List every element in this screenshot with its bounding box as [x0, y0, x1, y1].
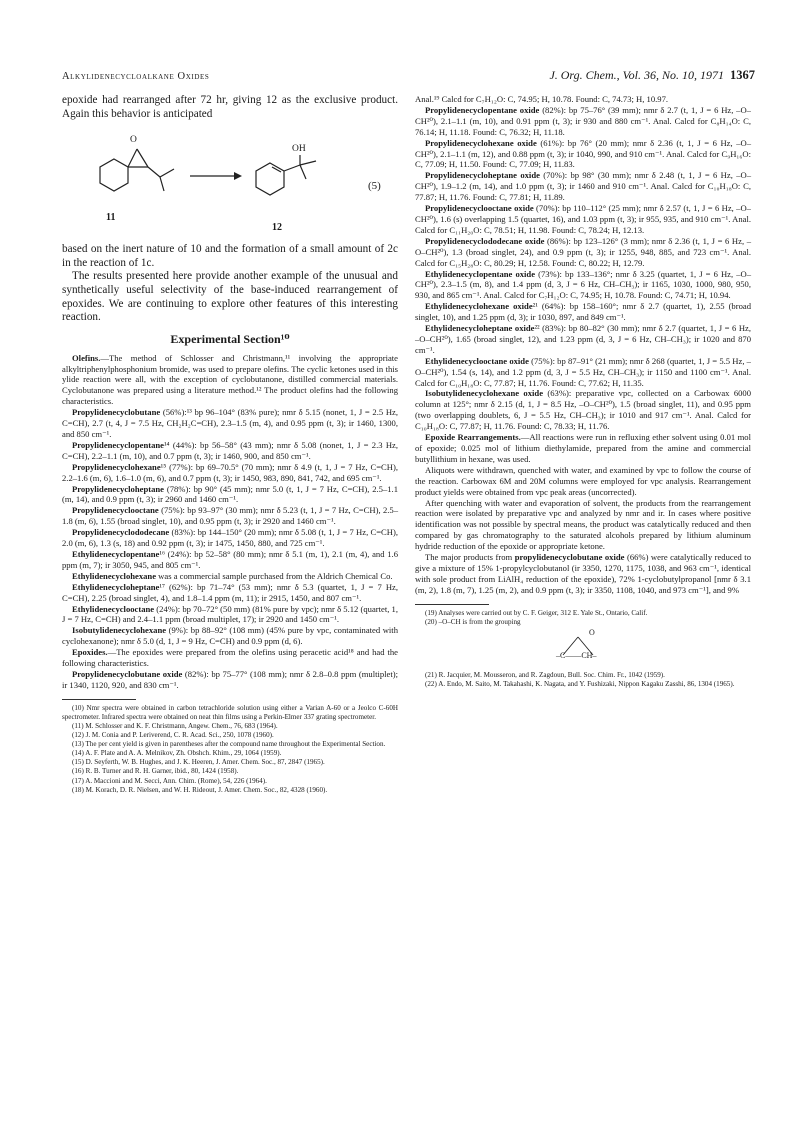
footnote: (12) J. M. Conia and P. Leriverend, C. R. Acad. Sci., 250, 1078 (1960).: [72, 731, 274, 740]
body-paragraph: Aliquots were withdrawn, quenched with water, and examined by vpc to follow the course of the reaction. Carbowax 6M and 20M columns were employed for vpc analysis. Rearrangement product yields were obtained from vpc peak areas (uncorrected).: [415, 464, 751, 497]
major-products-text: (66%) were catalytically reduced to give a mixture of 15% 1-propylcyclobutanol (ir 3350, 1270, 1175, 1038, and 963 cm⁻¹, identical with sole product from LiAlH₄ reduction of the epoxide), 72% 1-cyclobutylpropanol [nmr δ 3.1 (m, 2), 1.8 (m, 7), 1.25 (m, 2), and 0.9 ppm (t, 3); ir 3350, 1108, 1040, and 973 cm⁻¹], and 9%: [415, 552, 751, 595]
footnote: (22) A. Endo, M. Saito, M. Takahashi, K. Nagata, and Y. Fushizaki, Nippon Kagaku Zasshi, 86, 1304 (1965).: [425, 679, 735, 688]
compound-data: ²² (83%): bp 80–82° (30 mm); nmr δ 2.7 (quartet, 1, J = 6 Hz, –O–CH²⁰), 1.65 (broad singlet, 12), and 1.23 ppm (d, 3, J = 6 Hz, CH–CH₃); ir 1020 and 870 cm⁻¹.: [415, 323, 751, 355]
after-scheme-text: based on the inert nature of 10 and the formation of a small amount of 2c in the reaction of 1c.: [62, 243, 398, 269]
compound-data: (63%): preparative vpc, collected on a Carbowax 6000 column at 125°; nmr δ 2.15 (d, 1, J = 8.5 Hz, –O–CH²⁰), 1.5 (broad singlet, 11), and 0.95 ppm (two overlapping doublets, 6, J = 5.5 Hz, CH–CH₃); ir 1010 and 917 cm⁻¹. Anal. Calcd for C₁₀H₁₈O: C, 77.87; H, 11.76. Found: C, 78.33; H, 11.76.: [415, 388, 752, 432]
olefin-entry: [62, 484, 398, 506]
olefins-heading: Olefins.: [72, 352, 101, 363]
compound-name: Propylidenecyclooctane oxide: [425, 203, 534, 214]
epoxides-text: —The epoxides were prepared from the olefins using peracetic acid¹⁸ and had the following characteristics.: [62, 647, 398, 669]
compound-data: ¹⁵ (77%): bp 69–70.5° (70 mm); nmr δ 4.9 (t, 1, J = 7 Hz, C=CH), 2.2–1.6 (m, 6), 1.6–1.0 (m, 6), and 0.7 ppm (t, 3); ir 1450, 983, 890, 841, 742, and 695 cm⁻¹.: [62, 461, 398, 483]
grouping-formula: –C——CH–: [556, 650, 597, 660]
compound-name: Ethylidenecyclopentane: [72, 548, 160, 559]
compound-data: (24%): bp 70–72° (50 mm) (81% pure by vpc); nmr δ 5.12 (quartet, 1, J = 7 Hz, C=CH) and 2.4–1.1 ppm (broad multiplet, 17); ir 2920 and 1450 cm⁻¹.: [62, 603, 398, 625]
major-products-paragraph: [415, 552, 751, 596]
compound-name: Propylidenecyclohexane: [72, 461, 161, 472]
compound-data: (78%): bp 90° (45 mm); nmr 5.0 (t, 1, J = 7 Hz, C=CH), 2.5–1.1 (m, 14), and 0.9 ppm (t, 3); ir 2960 and 1460 cm⁻¹.: [62, 483, 398, 505]
compound-data: (70%): bp 98° (30 mm); nmr δ 2.48 (t, 1, J = 6 Hz, –O–CH²⁰), 1.9–1.2 (m, 14), and 1.0 ppm (t, 3); ir 1460 and 910 cm⁻¹. Anal. Calcd for C₁₀H₁₈O: C, 77.87; H, 11.76. Found: C, 77.81; H, 11.89.: [415, 170, 751, 203]
analysis-line: Anal.¹⁹ Calcd for C₇H₁₂O: C, 74.95; H, 10.78. Found: C, 74.73; H, 10.97.: [415, 94, 669, 104]
compound-12-label: 12: [272, 222, 282, 234]
compound-data: ²¹ (64%): bp 158–160°; nmr δ 2.7 (quartet, 1), 2.55 (broad singlet, 10), and 1.25 ppm (d, 3); ir 1030, 897, and 849 cm⁻¹.: [415, 301, 751, 323]
hydroxyl-label: OH: [292, 144, 306, 155]
olefin-entry: [62, 571, 398, 582]
olefin-entry: [62, 527, 398, 549]
intro-text: epoxide had rearranged after 72 hr, giving 12 as the exclusive product. Again this behavior is anticipated: [62, 94, 398, 120]
journal-citation: [549, 68, 755, 83]
compound-data: (83%): bp 144–150° (20 mm); nmr δ 5.08 (t, 1, J = 7 Hz, C=CH), 2.0 (m, 6), 1.3 (s, 18) and 0.92 ppm (t, 3); ir 1475, 1450, 880, and 725 cm⁻¹.: [62, 527, 398, 549]
olefin-entry: [62, 625, 398, 647]
compound-name: Ethylidenecyclooctane: [72, 603, 155, 614]
left-column: [62, 94, 398, 795]
discussion-block: [62, 243, 398, 325]
compound-name: Propylidenecyclododecane oxide: [425, 235, 545, 246]
compound-data: (56%):¹³ bp 96–104° (83% pure); nmr δ 5.15 (nonet, 1, J = 2.5 Hz, C=CH), 2.7 (t, 4, J = 7.5 Hz, CH₂H₂C=CH), 2.3–1.5 (m, 4), and 0.95 ppm (t, 3); ir 1460, 1300, and 850 cm⁻¹.: [62, 407, 398, 439]
footnote-rule: [62, 699, 136, 700]
intro-block: [62, 94, 398, 121]
compound-name: Propylidenecyclohexane oxide: [425, 137, 537, 148]
footnote: (18) M. Korach, D. R. Nielsen, and W. H. Rideout, J. Amer. Chem. Soc., 82, 4328 (1960).: [72, 785, 328, 794]
compound-name: Propylidenecyclopentane: [72, 439, 164, 450]
results-text: The results presented here provide another example of the unusual and synthetically useful selectivity of the base-induced rearrangement of epoxides. We are continuing to explore other features of this interesting reaction.: [62, 270, 398, 324]
compound-name: Ethylidenecycloheptane: [72, 581, 160, 592]
major-products-lead: The major products from: [425, 552, 515, 563]
epoxide-entry: [415, 301, 751, 323]
compound-data: (70%): bp 110–112° (25 mm); nmr δ 2.57 (t, 1, J = 6 Hz, –O–CH²⁰), 1.6 (s) overlapping 1.5 (quartet, 16), and 1.03 ppm (t, 3); ir 955, 935, and 910 cm⁻¹. Anal. Calcd for C₁₁H₂₀O: C, 78.51; H, 11.98. Found: C, 78.24; H, 12.13.: [415, 203, 751, 235]
compound-name: Ethylidenecyclopentane oxide: [425, 268, 536, 279]
footnote: (21) R. Jacquier, M. Mousseron, and R. Zagdoun, Bull. Soc. Chim. Fr., 1042 (1959).: [425, 670, 665, 679]
epoxide-oxygen-label: O: [130, 135, 137, 146]
olefin-entry: [62, 462, 398, 484]
running-title: Alkylidenecycloalkane Oxides: [62, 71, 210, 82]
footnote: (13) The per cent yield is given in parentheses after the compound name throughout the Experimental Section.: [72, 740, 386, 749]
epoxide-grouping-figure: [415, 627, 751, 671]
journal-name: J. Org. Chem., Vol. 36, No. 10, 1971: [549, 68, 724, 82]
olefin-entry: [62, 505, 398, 527]
footnote: (11) M. Schlosser and K. F. Christmann, Angew. Chem., 76, 683 (1964).: [72, 721, 278, 730]
olefin-entry: [62, 582, 398, 604]
compound-name: Propylidenecycloheptane oxide: [425, 170, 540, 181]
olefin-entry: [62, 604, 398, 626]
epoxide-entry: [415, 388, 751, 432]
compound-name: Isobutylidenecyclohexane: [72, 625, 167, 636]
olefin-entry: [62, 407, 398, 440]
footnote: (10) Nmr spectra were obtained in carbon tetrachloride solution using either a Varian A-60 or a Jeolco C-60H spectrometer. Infrared spectra were obtained on neat thin films using a Perkin-Elmer 337 grating spectrometer.: [62, 703, 398, 721]
section-title: Experimental Section¹⁰: [170, 331, 290, 346]
epoxide-entry: [415, 138, 751, 171]
compound-name: Propylidenecyclopentane oxide: [425, 104, 540, 115]
compound-name: Ethylidenecyclohexane: [72, 570, 157, 581]
compound-data: ¹⁶ (24%): bp 52–58° (80 mm); nmr δ 5.1 (m, 1), 2.1 (m, 4), and 1.6 ppm (m, 7); ir 3050, 945, and 805 cm⁻¹.: [62, 548, 398, 570]
epoxide-entry: [415, 356, 751, 389]
compound-name: Propylidenecyclododecane: [72, 527, 170, 538]
footnote: (20) –O–CH is from the grouping: [425, 617, 521, 626]
olefins-paragraph: [62, 353, 398, 408]
epoxide-entry: [415, 203, 751, 236]
compound-data: (73%): bp 133–136°; nmr δ 3.25 (quartet, 1, J = 6 Hz, –O–CH²⁰), 2.3–1.5 (m, 8), and 1.4 ppm (d, 3, J = 6 Hz, CH–CH₃); ir 1165, 1030, 1000, 980, 950, 930, and 865 cm⁻¹. Anal. Calcd for C₇H₁₂O: C, 74.95; H, 10.78. Found: C, 74.71; H, 10.94.: [415, 268, 751, 301]
footnote: (16) R. B. Turner and R. H. Garner, ibid., 80, 1424 (1958).: [72, 767, 239, 776]
right-column: [415, 94, 751, 689]
footnote: (17) A. Maccioni and M. Secci, Ann. Chim. (Rome), 54, 226 (1964).: [72, 776, 267, 785]
body-paragraph: After quenching with water and evaporation of solvent, the products from the rearrangement reaction were isolated by preparative vpc and analyzed by nmr and ir. In cases where positive identification was not possible by spectral means, the product was catalytically reduced and then compared by gas chromatography to the saturated alcohols prepared by lithium aluminum hydride reduction of the epoxide or appropriate ketone.: [415, 497, 751, 552]
epoxide-entry: [415, 236, 751, 269]
compound-11-label: 11: [106, 212, 116, 224]
epoxide-entry: [415, 170, 751, 203]
epoxide-entry: [415, 269, 751, 302]
epoxides-heading: Epoxides.: [72, 647, 108, 658]
compound-data: (82%): bp 75–77° (108 mm); nmr δ 2.8–0.8 ppm (multiplet); ir 1340, 1120, 920, and 830 cm⁻¹.: [62, 668, 399, 690]
compound-data: ¹⁴ (44%): bp 56–58° (43 mm); nmr δ 5.08 (nonet, 1, J = 2.3 Hz, C=CH), 2.2–1.1 (m, 10), and 0.7 ppm (t, 3); ir 1460, 900, and 850 cm⁻¹.: [62, 439, 398, 461]
compound-name: propylidenecyclobutane oxide: [514, 552, 625, 563]
compound-name: Propylidenecyclooctane: [72, 505, 159, 516]
rearrangements-text: —All reactions were run in refluxing ether solvent using 0.01 mol of epoxide; 0.025 mol of lithium diethylamide, prepared from the amine and commercial butyllithium in hexane, was used.: [415, 432, 751, 464]
compound-name: Ethylidenecyclooctane oxide: [425, 355, 529, 366]
compound-name: Isobutylidenecyclohexane oxide: [425, 388, 544, 399]
compound-name: Ethylidenecyclohexane oxide: [425, 301, 533, 312]
rearrangements-paragraph: [415, 432, 751, 465]
compound-data: (82%): bp 75–76° (39 mm); nmr δ 2.7 (t, 1, J = 6 Hz, –O–CH²⁰), 2.1–1.1 (m, 10), and 0.91 ppm (t, 3); ir 930 and 880 cm⁻¹. Anal. Calcd for C₈H₁₄O: C, 76.14; H, 11.18. Found: C, 76.32; H, 11.18.: [415, 104, 751, 137]
compound-data: ¹⁷ (62%): bp 71–74° (53 mm); nmr δ 5.3 (quartet, 1, J = 7 Hz, C=CH), 2.25 (broad singlet, 4), and 1.8–1.4 ppm (m, 11); ir 2915, 1450, and 807 cm⁻¹.: [62, 581, 398, 603]
compound-data: (9%): bp 88–92° (108 mm) (45% pure by vpc, contaminated with cyclohexanone); nmr δ 5.0 (d, 1, J = 9 Hz, C=CH) and 0.9 ppm (d, 6).: [62, 625, 398, 647]
footnote: (14) A. F. Plate and A. A. Melnikov, Zh. Obshch. Khim., 29, 1064 (1959).: [72, 749, 282, 758]
olefin-entry: [62, 440, 398, 462]
footnotes-left: [62, 704, 398, 795]
epoxide-entry: [415, 323, 751, 356]
olefin-entry: [62, 549, 398, 571]
compound-data: (61%): bp 76° (20 mm); nmr δ 2.36 (t, 1, J = 6 Hz, –O–CH²⁰), 2.1–1.1 (m, 12), and 0.88 ppm (t, 3); ir 1040, 990, and 910 cm⁻¹. Anal. Calcd for C₉H₁₆O: C, 77.09; H, 11.50. Found: C, 77.09; H, 11.83.: [415, 137, 751, 170]
grouping-oxygen-label: O: [589, 627, 595, 637]
compound-data: (75%): bp 93–97° (30 mm); nmr δ 5.23 (t, 1, J = 7 Hz, C=CH), 2.5–1.8 (m, 6), 1.55 (broad singlet, 10), and 0.95 ppm (t, 3); ir 2920 and 1460 cm⁻¹.: [62, 505, 398, 527]
reaction-scheme: [62, 121, 398, 243]
epoxides-paragraph: [62, 647, 398, 669]
compound-data: (86%): bp 123–126° (3 mm); nmr δ 2.36 (t, 1, J = 6 Hz, –O–CH²⁰), 1.3 (broad singlet, 24), and 0.9 ppm (t, 3); ir 1255, 948, 885, and 723 cm⁻¹. Anal. Calcd for C₁₅H₂₈O: C, 80.29; H, 12.58. Found: C, 80.22; H, 12.79.: [415, 235, 751, 268]
epoxide-entry: [62, 669, 398, 691]
compound-data: (75%): bp 87–91° (21 mm); nmr δ 268 (quartet, 1, J = 5.5 Hz, –O–CH²⁰), 1.54 (s, 14), and 1.2 ppm (d, 3, J = 5.5 Hz, CH–CH₃); ir 1150 and 1100 cm⁻¹. Anal. Calcd for C₁₀H₁₈O: C, 77.87; H, 11.76. Found: C, 77.62; H, 11.35.: [415, 355, 751, 388]
equation-number: (5): [368, 180, 381, 193]
compound-name: Ethylidenecycloheptane oxide: [425, 323, 535, 334]
footnote: (15) D. Seyferth, W. B. Hughes, and J. K. Heeren, J. Amer. Chem. Soc., 87, 2847 (1965).: [72, 758, 325, 767]
reaction-scheme-drawing: [62, 121, 392, 243]
compound-name: Propylidenecycloheptane: [72, 483, 164, 494]
epoxide-grouping-drawing: [525, 627, 625, 667]
compound-data: was a commercial sample purchased from the Aldrich Chemical Co.: [156, 570, 393, 581]
compound-name: Propylidenecyclobutane oxide: [72, 668, 183, 679]
page-number: 1367: [730, 68, 755, 82]
rearrangements-heading: Epoxide Rearrangements.: [425, 432, 521, 443]
olefins-text: —The method of Schlosser and Christmann,¹¹ involving the appropriate alkyltriphenylphosphonium bromide, was used to prepare olefins. The cyclic ketones used in this ylide reaction were all, with the exception of cyclobutanone, distilled commercial materials. Cyclobutanone was prepared using a literature method.¹² The product olefins had the following characteristics.: [62, 352, 398, 407]
footnotes-right: [415, 609, 751, 689]
epoxide-entry: [415, 105, 751, 138]
footnote: (19) Analyses were carried out by C. F. Geiger, 312 E. Yale St., Ontario, Calif.: [425, 608, 648, 617]
footnote-rule: [415, 604, 489, 605]
compound-name: Propylidenecyclobutane: [72, 407, 161, 418]
